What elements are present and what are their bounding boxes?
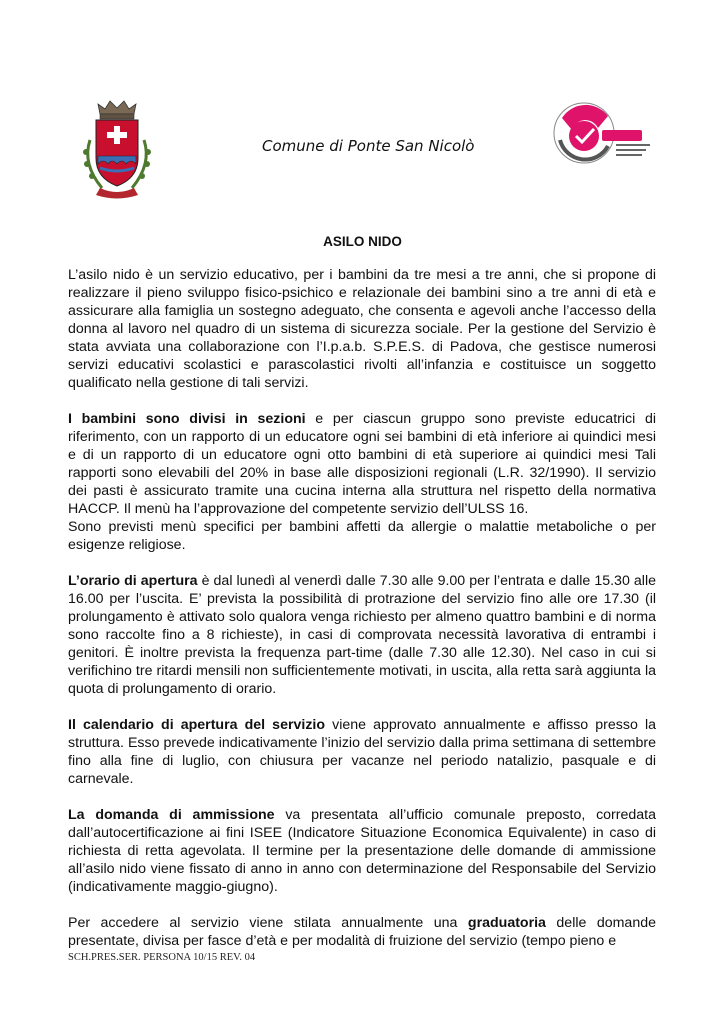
footer-document-code: SCH.PRES.SER. PERSONA 10/15 REV. 04: [68, 952, 256, 963]
comune-name: Comune di Ponte San Nicolò: [262, 137, 475, 155]
csqa-quality-certification-seal-icon: [552, 96, 662, 171]
comune-coat-of-arms-icon: [74, 100, 160, 200]
graduatoria-term: graduatoria: [467, 915, 546, 931]
paragraph-graduatoria: Per accedere al servizio viene stilata annualmente una graduatoria delle domande presentate, divisa per fasce d’età e per modalità di fruizione del servizio (tempo pieno e: [68, 915, 656, 949]
paragraph-lead: L’orario di apertura: [68, 573, 198, 589]
paragraph-domanda: La domanda di ammissione va presentata all’ufficio comunale preposto, corredata dall’autocertificazione ai fini ISEE (Indicatore Situazione Economica Equivalente) in caso di richiesta di retta agevolata. Il termine per la presentazione delle domande di ammissione all’asilo nido viene fissato di anno in anno con determinazione del Responsabile del Servizio (indicativamente maggio-giugno).: [68, 807, 656, 895]
paragraph-intro: L’asilo nido è un servizio educativo, per i bambini da tre mesi a tre anni, che si propone di realizzare il pieno sviluppo fisico-psichico e relazionale dei bambini sino a tre anni di età e assicurare alla famiglia un sostegno adeguato, che consenta e agevoli anche l’accesso della donna al lavoro nel quadro di un sistema di sicurezza sociale. Per la gestione del Servizio è stata avviata una collaborazione con l’I.p.a.b. S.P.E.S. di Padova, che gestisce numerosi servizi educativi scolastici e parascolastici rivolti all’infanzia e costituisce un soggetto qualificato nella gestione di tali servizi.: [68, 267, 656, 391]
paragraph-calendario: Il calendario di apertura del servizio viene approvato annualmente e affisso presso la struttura. Esso prevede indicativamente l’inizio del servizio dalla prima settimana di settembre fino alla fine di luglio, con chiusura per vacanze nel periodo natalizio, pasquale e di carnevale.: [68, 717, 656, 787]
paragraph-lead: I bambini sono divisi in sezioni: [68, 411, 306, 427]
paragraph-sezioni: I bambini sono divisi in sezioni e per ciascun gruppo sono previste educatrici di riferimento, con un rapporto di un educatore ogni sei bambini di età inferiore ai quindici mesi e di un rapporto di un educatore ogni otto bambini di età superiore ai quindici mesi Tali rapporti sono elevabili del 20% in base alle disposizioni regionali (L.R. 32/1990). Il servizio dei pasti è assicurato tramite una cucina interna alla struttura nel rispetto della normativa HACCP. Il menù ha l’approvazione del competente servizio dell’ULSS 16.: [68, 411, 656, 517]
document-title: ASILO NIDO: [323, 234, 402, 249]
paragraph-orario: L’orario di apertura è dal lunedì al venerdì dalle 7.30 alle 9.00 per l’entrata e dalle 15.30 alle 16.00 per l’uscita. E’ prevista la possibilità di protrazione del servizio fino alle ore 17.30 (il prolungamento è attivato solo qualora venga richiesto per almeno quattro bambini e di norma sono raccolte fino a 8 richieste), in casi di comprovata necessità lavorativa di entrambi i genitori. È inoltre prevista la frequenza part-time (dalle 7.30 alle 12.30). Nel caso in cui si verifichino tre ritardi mensili non sufficientemente motivati, in uscita, alla retta sarà aggiunta la quota di prolungamento di orario.: [68, 573, 656, 697]
document-body: [68, 266, 656, 968]
paragraph-menu: Sono previsti menù specifici per bambini affetti da allergie o malattie metaboliche o per esigenze religiose.: [68, 519, 656, 553]
paragraph-lead: Il calendario di apertura del servizio: [68, 717, 326, 733]
paragraph-lead: La domanda di ammissione: [68, 807, 275, 823]
